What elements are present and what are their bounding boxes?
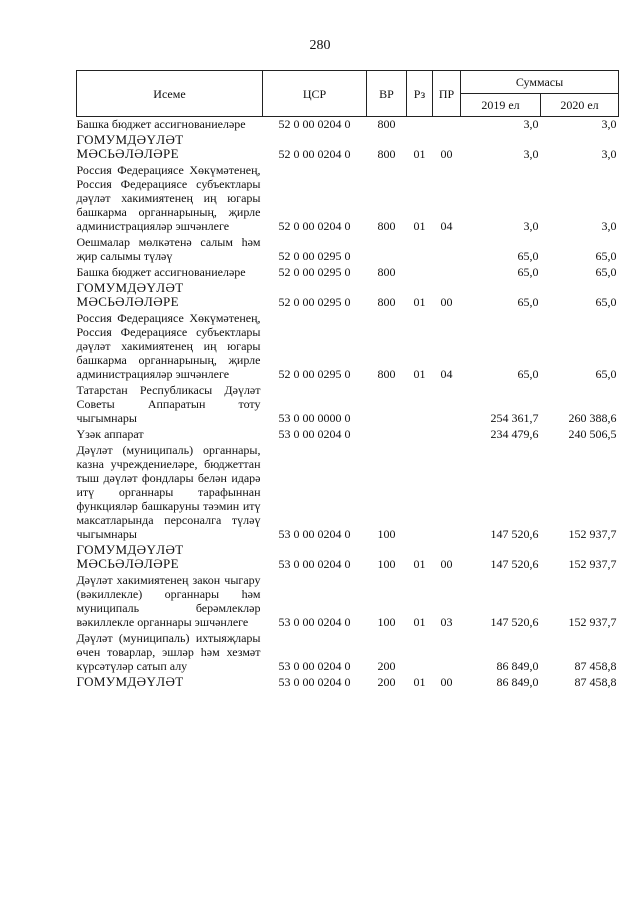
cell-pr (433, 631, 461, 675)
cell-rz: 01 (413, 219, 426, 233)
cell-sum-2019: 65,0 (517, 249, 539, 263)
cell-vr: 800 (377, 265, 396, 279)
cell-vr: 800 (377, 367, 396, 381)
cell-sum-2019: 254 361,7 (490, 411, 539, 425)
cell-rz (407, 443, 433, 543)
cell-pr (433, 265, 461, 281)
cell-sum-2020: 152 937,7 (568, 527, 617, 541)
cell-rz (407, 117, 433, 134)
cell-pr: 00 (440, 295, 453, 309)
cell-sum-2020: 3,0 (601, 117, 617, 131)
header-name: Исеме (77, 71, 263, 117)
cell-name: ГОМУМДӘҮЛӘТ МӘСЬӘЛӘЛӘРЕ (76, 280, 184, 309)
cell-vr: 800 (377, 117, 396, 131)
cell-vr: 800 (377, 295, 396, 309)
cell-csr: 52 0 00 0295 0 (278, 265, 351, 279)
cell-vr: 200 (377, 659, 396, 673)
cell-sum-2019: 234 479,6 (490, 427, 539, 441)
header-sums: Суммасы (461, 71, 619, 94)
table-row (77, 163, 619, 235)
table-body (77, 117, 619, 692)
header-rz: Рз (407, 71, 433, 117)
cell-csr: 53 0 00 0000 0 (278, 411, 351, 425)
table-row (77, 235, 619, 265)
cell-csr: 53 0 00 0204 0 (278, 675, 351, 689)
cell-pr (433, 383, 461, 427)
page-number: 280 (309, 38, 331, 53)
cell-vr: 100 (377, 615, 396, 629)
cell-name: Башка бюджет ассигнованиеләре (76, 265, 246, 279)
header-vr: ВР (367, 71, 407, 117)
cell-vr: 100 (377, 557, 396, 571)
cell-csr: 52 0 00 0295 0 (278, 249, 351, 263)
cell-rz: 01 (413, 557, 426, 571)
cell-rz: 01 (413, 367, 426, 381)
header-year-2019: 2019 ел (461, 94, 541, 117)
cell-pr (433, 427, 461, 443)
cell-rz (407, 427, 433, 443)
cell-sum-2020: 65,0 (595, 249, 617, 263)
cell-rz (407, 235, 433, 265)
cell-vr: 800 (377, 147, 396, 161)
cell-sum-2019: 3,0 (523, 147, 539, 161)
cell-vr (367, 235, 407, 265)
cell-pr: 00 (440, 557, 453, 571)
table-row (77, 117, 619, 134)
cell-rz: 01 (413, 295, 426, 309)
cell-name: Россия Федерациясе Хөкүмәтенең, Россия Федерациясе субъектлары дәүләт хакимиятенең иң югары башкарма органнарының, җирле администрацияләр эшчәнлеге (76, 311, 261, 381)
cell-sum-2019: 65,0 (517, 295, 539, 309)
cell-pr: 04 (440, 367, 453, 381)
cell-sum-2020: 65,0 (595, 295, 617, 309)
cell-csr: 52 0 00 0204 0 (278, 219, 351, 233)
cell-sum-2019: 86 849,0 (496, 659, 539, 673)
cell-sum-2020: 87 458,8 (574, 675, 617, 689)
cell-rz (407, 265, 433, 281)
cell-vr: 800 (377, 219, 396, 233)
cell-name: Дәүләт (муниципаль) ихтыяҗлары өчен товарлар, эшләр һәм хезмәт күрсәтүләр сатып алу (76, 631, 261, 673)
cell-vr (367, 427, 407, 443)
cell-sum-2020: 65,0 (595, 265, 617, 279)
cell-sum-2020: 3,0 (601, 147, 617, 161)
cell-name: ГОМУМДӘҮЛӘТ МӘСЬӘЛӘЛӘРЕ (76, 542, 184, 571)
cell-sum-2020: 87 458,8 (574, 659, 617, 673)
cell-csr: 53 0 00 0204 0 (278, 527, 351, 541)
table-row (77, 133, 619, 163)
cell-sum-2020: 260 388,6 (568, 411, 617, 425)
table-row (77, 631, 619, 675)
cell-pr: 04 (440, 219, 453, 233)
cell-csr: 53 0 00 0204 0 (278, 427, 351, 441)
cell-sum-2019: 3,0 (523, 117, 539, 131)
cell-sum-2020: 240 506,5 (568, 427, 617, 441)
budget-table (76, 70, 619, 691)
cell-name: Россия Федерациясе Хөкүмәтенең, Россия Федерациясе субъектлары дәүләт хакимиятенең иң югары башкарма органнарының, җирле администрацияләр эшчәнлеге (76, 163, 261, 233)
header-year-2020: 2020 ел (541, 94, 619, 117)
table-row (77, 281, 619, 311)
cell-pr: 03 (440, 615, 453, 629)
cell-pr (433, 117, 461, 134)
cell-sum-2020: 65,0 (595, 367, 617, 381)
cell-sum-2019: 86 849,0 (496, 675, 539, 689)
cell-sum-2020: 152 937,7 (568, 557, 617, 571)
cell-csr: 52 0 00 0204 0 (278, 147, 351, 161)
cell-pr (433, 235, 461, 265)
header-csr: ЦСР (263, 71, 367, 117)
cell-name: Башка бюджет ассигнованиеләре (76, 117, 246, 131)
table-row (77, 265, 619, 281)
cell-sum-2019: 65,0 (517, 265, 539, 279)
cell-pr (433, 443, 461, 543)
cell-csr: 52 0 00 0295 0 (278, 367, 351, 381)
table-row (77, 543, 619, 573)
cell-csr: 53 0 00 0204 0 (278, 659, 351, 673)
cell-sum-2019: 3,0 (523, 219, 539, 233)
cell-pr: 00 (440, 675, 453, 689)
cell-csr: 53 0 00 0204 0 (278, 557, 351, 571)
table-row (77, 427, 619, 443)
cell-vr: 200 (377, 675, 396, 689)
cell-sum-2019: 147 520,6 (490, 557, 539, 571)
cell-sum-2019: 147 520,6 (490, 527, 539, 541)
cell-name: Үзәк аппарат (76, 427, 144, 441)
table-row (77, 573, 619, 631)
cell-vr: 100 (377, 527, 396, 541)
header-pr: ПР (433, 71, 461, 117)
cell-name: Татарстан Республикасы Дәүләт Советы Аппаратын тоту чыгымнары (76, 383, 261, 425)
table-row (77, 311, 619, 383)
cell-name: ГОМУМДӘҮЛӘТ (76, 674, 184, 689)
cell-csr: 53 0 00 0204 0 (278, 615, 351, 629)
cell-sum-2019: 147 520,6 (490, 615, 539, 629)
cell-sum-2019: 65,0 (517, 367, 539, 381)
cell-pr: 00 (440, 147, 453, 161)
cell-rz (407, 383, 433, 427)
table-row (77, 675, 619, 691)
cell-rz (407, 631, 433, 675)
cell-rz: 01 (413, 675, 426, 689)
cell-name: Дәүләт хакимиятенең закон чыгару (вәкиллекле) органнары һәм муниципаль берәмлекләр вәкиллекле органнары эшчәнлеге (76, 573, 261, 629)
cell-sum-2020: 152 937,7 (568, 615, 617, 629)
table-header (77, 71, 619, 117)
cell-sum-2020: 3,0 (601, 219, 617, 233)
cell-vr (367, 383, 407, 427)
cell-name: Оешмалар мөлкәтенә салым һәм җир салымы түләү (76, 235, 261, 263)
cell-csr: 52 0 00 0204 0 (278, 117, 351, 131)
table-row (77, 383, 619, 427)
cell-csr: 52 0 00 0295 0 (278, 295, 351, 309)
cell-name: ГОМУМДӘҮЛӘТ МӘСЬӘЛӘЛӘРЕ (76, 132, 184, 161)
cell-rz: 01 (413, 147, 426, 161)
cell-rz: 01 (413, 615, 426, 629)
table-row (77, 443, 619, 543)
cell-name: Дәүләт (муниципаль) органнары, казна учреждениеләре, бюджеттан тыш дәүләт фондлары белән идарә итү органнары тарафыннан функцияләр башкаруны тәэмин итү максатларында персоналга түләү чыгымнары (76, 443, 261, 541)
